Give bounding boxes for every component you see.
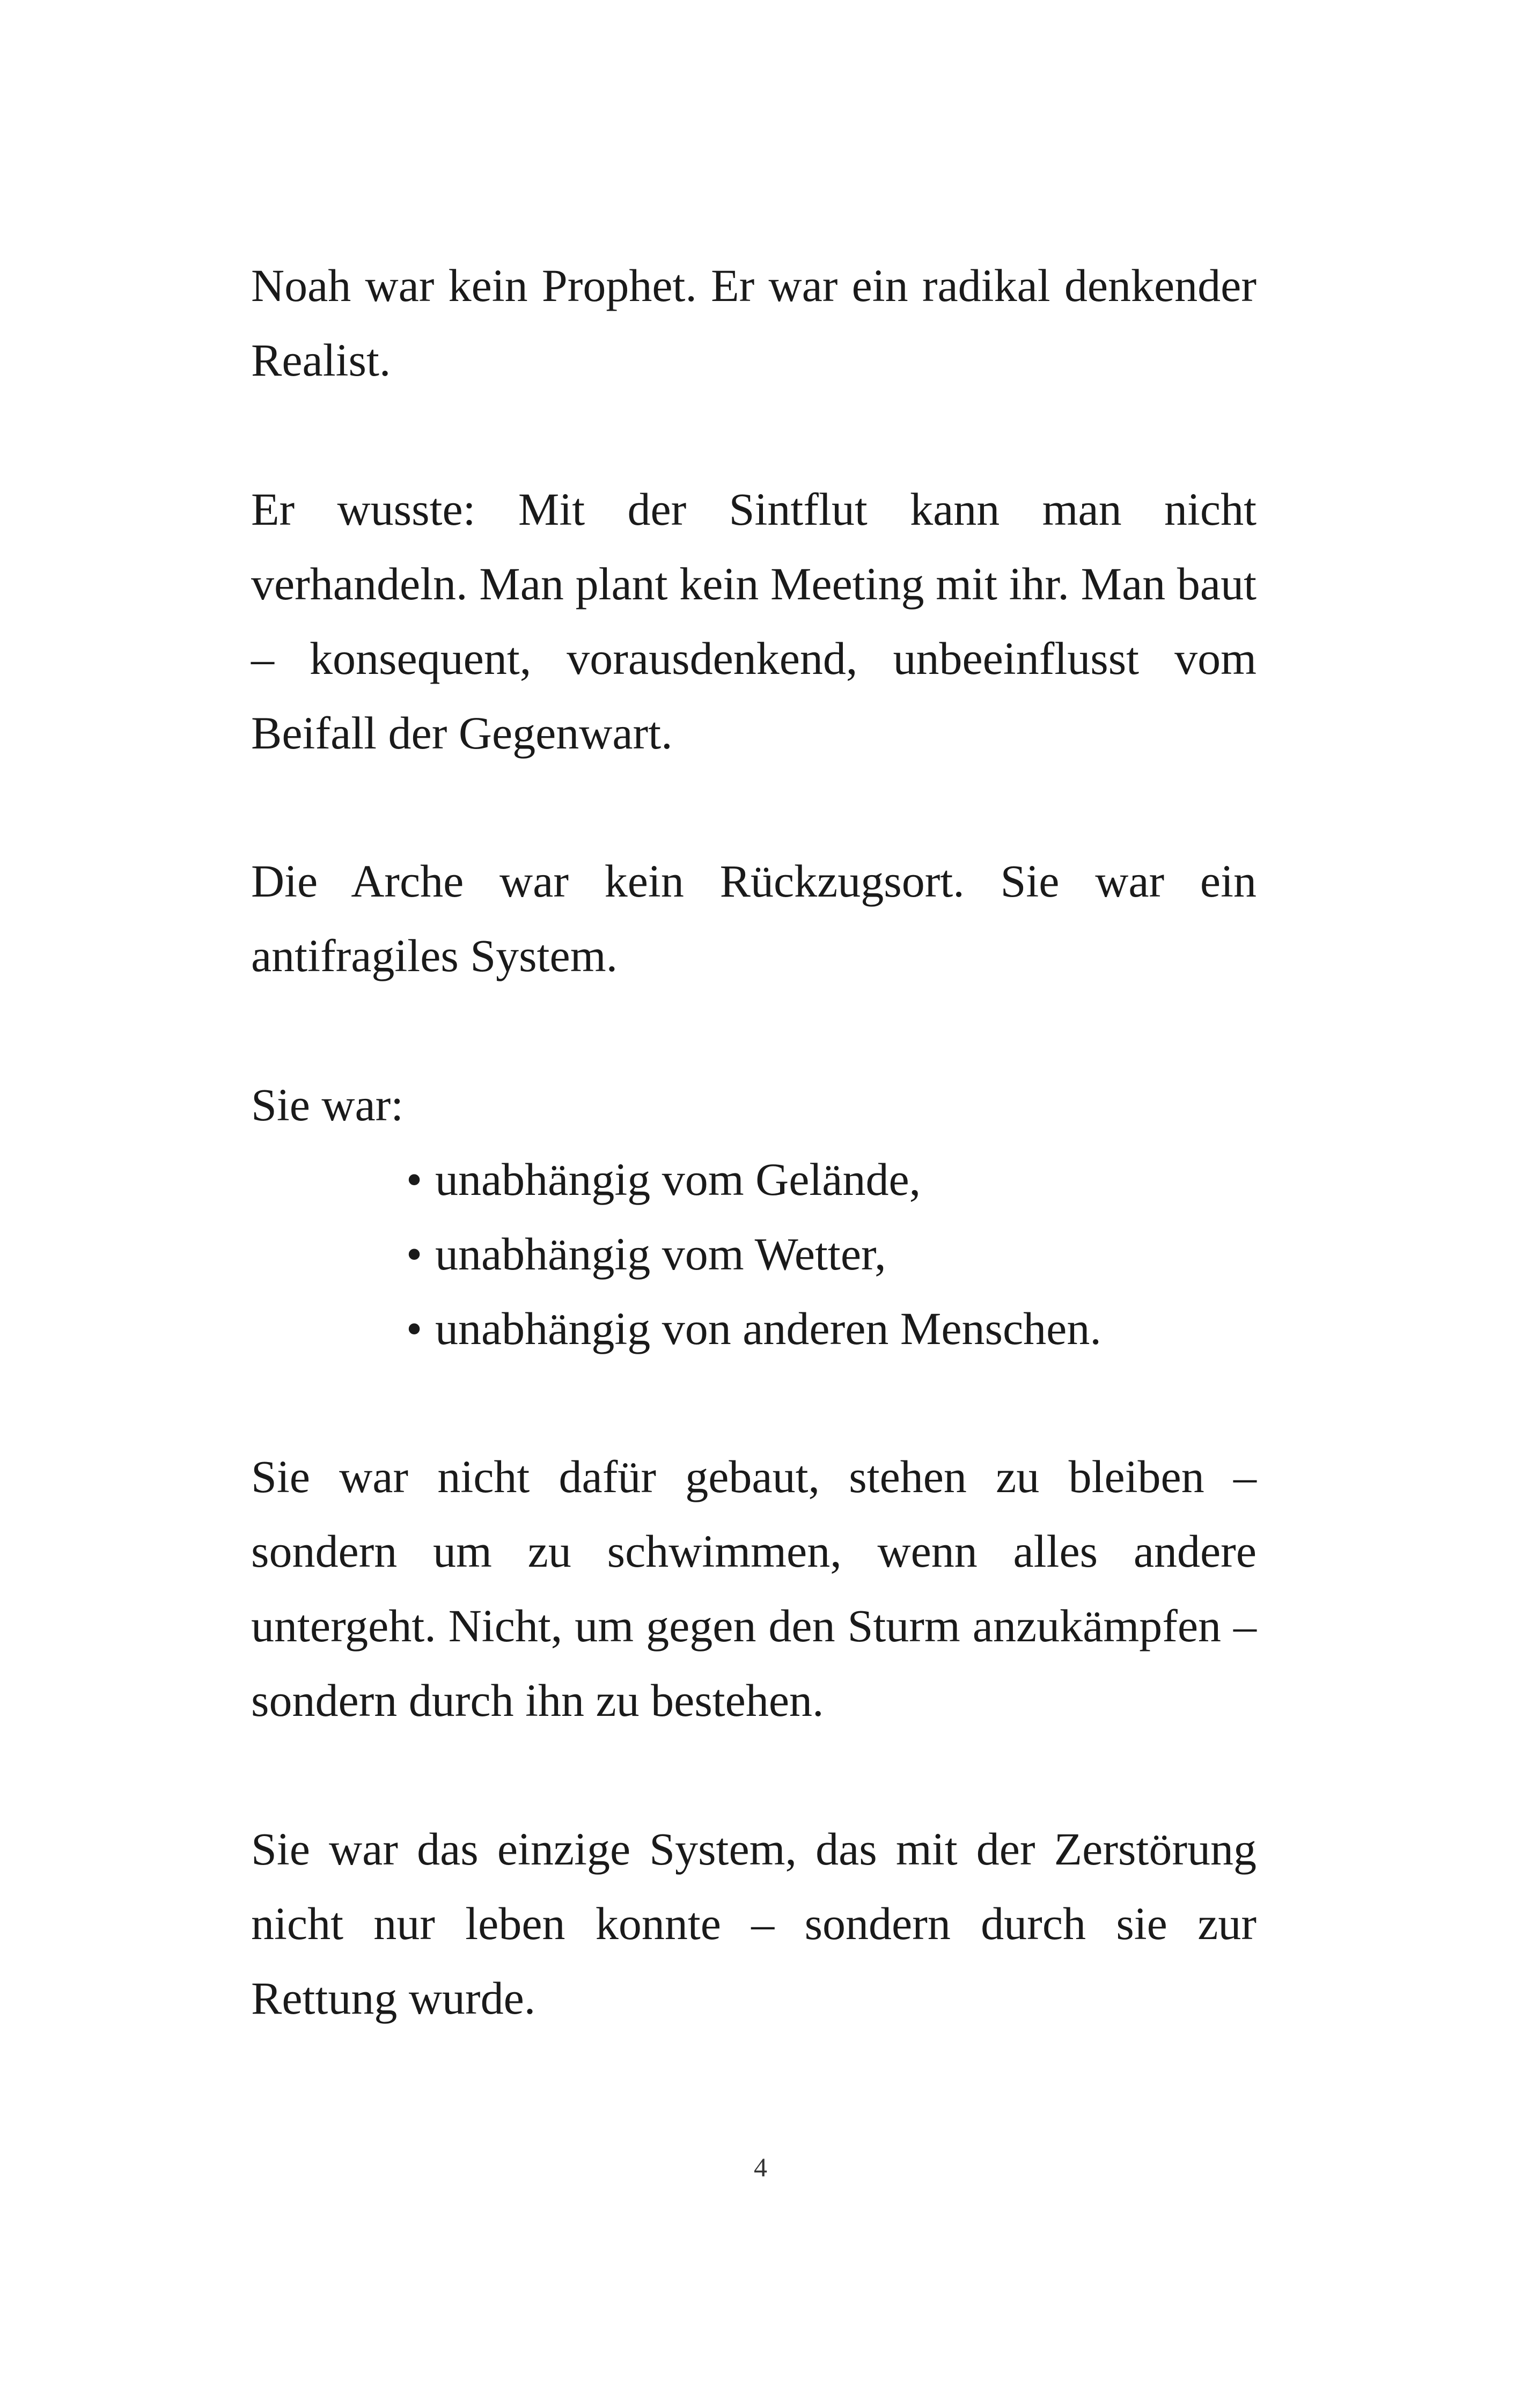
bullet-icon: • — [406, 1228, 423, 1280]
list-item-text: unabhängig von anderen Menschen. — [435, 1303, 1101, 1354]
list-item-text: unabhängig vom Gelände, — [435, 1154, 921, 1205]
paragraph-noah-realist: Noah war kein Prophet. Er war ein radikal denkender Realist. — [251, 260, 1257, 386]
paragraph-schwimmen: Sie war nicht dafür gebaut, stehen zu bleiben – sondern um zu schwimmen, wenn alles andere untergeht. Nicht, um gegen den Sturm anzukämpfen – sondern durch ihn zu bestehen. — [251, 1451, 1257, 1726]
bullet-list — [406, 1142, 1101, 1366]
bullet-icon: • — [406, 1303, 423, 1354]
list-item — [406, 1291, 1101, 1366]
bullet-icon: • — [406, 1154, 423, 1205]
paragraph-arche-system: Die Arche war kein Rückzugsort. Sie war ein antifragiles System. — [251, 855, 1257, 981]
list-item — [406, 1217, 1101, 1291]
list-item — [406, 1142, 1101, 1217]
paragraph-list-intro: Sie war: — [251, 1079, 404, 1130]
paragraph-sintflut: Er wusste: Mit der Sintflut kann man nicht verhandeln. Man plant kein Meeting mit ihr. Man baut – konsequent, vorausdenkend, unbeeinflusst vom Beifall der Gegenwart. — [251, 483, 1257, 759]
page-number: 4 — [754, 2152, 767, 2182]
list-item-text: unabhängig vom Wetter, — [435, 1228, 886, 1280]
paragraph-rettung: Sie war das einzige System, das mit der Zerstörung nicht nur leben konnte – sondern durch sie zur Rettung wurde. — [251, 1823, 1257, 2024]
